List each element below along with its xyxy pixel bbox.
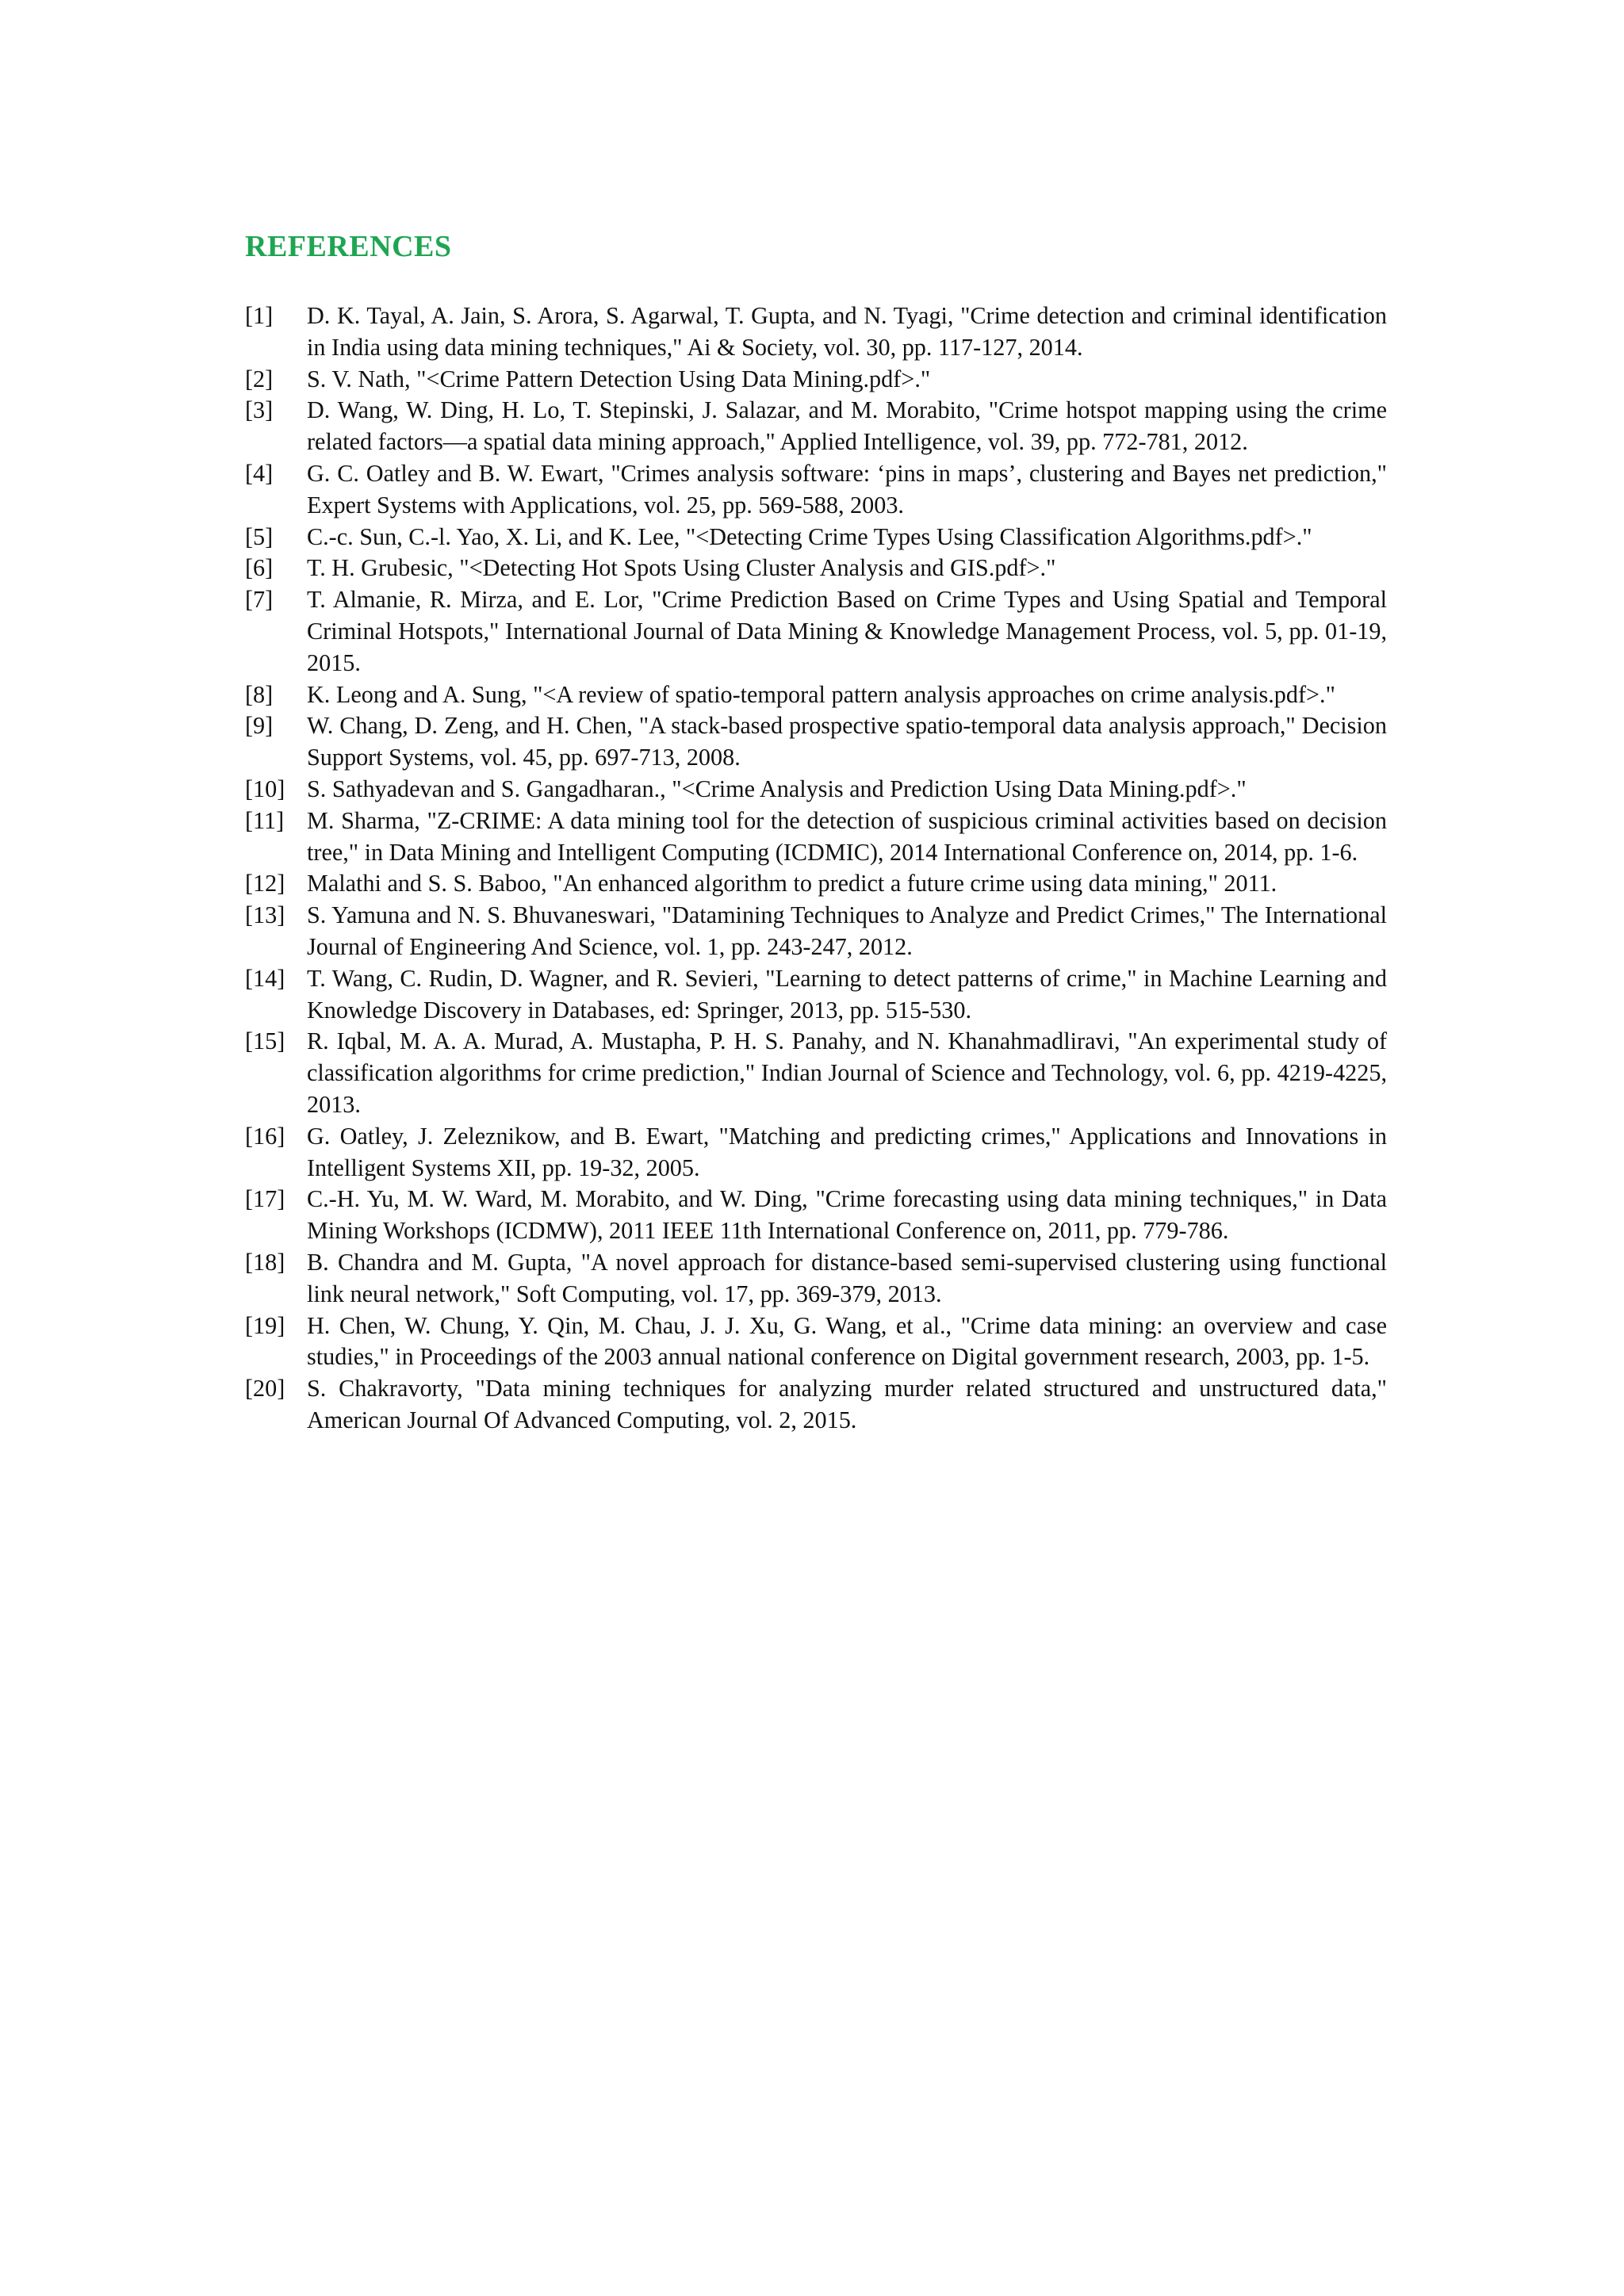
reference-text: S. V. Nath, "<Crime Pattern Detection Using Data Mining.pdf>." (307, 365, 931, 392)
reference-item (245, 963, 1387, 1027)
reference-item (245, 774, 1387, 806)
reference-text: S. Sathyadevan and S. Gangadharan., "<Crime Analysis and Prediction Using Data Mining.pdf>." (307, 775, 1247, 802)
reference-number: [16] (245, 1122, 285, 1150)
reference-text: M. Sharma, "Z-CRIME: A data mining tool for the detection of suspicious criminal activities based on decision tree," in Data Mining and Intelligent Computing (ICDMIC), 2014 International Conference on, 2014, pp. 1-6. (307, 806, 1387, 866)
reference-text: C.-H. Yu, M. W. Ward, M. Morabito, and W. Ding, "Crime forecasting using data mining techniques," in Data Mining Workshops (ICDMW), 2011 IEEE 11th International Conference on, 2011, pp. 779-786. (307, 1185, 1387, 1245)
reference-number: [9] (245, 712, 274, 740)
reference-text: S. Yamuna and N. S. Bhuvaneswari, "Datamining Techniques to Analyze and Predict Crimes," The International Journal of Engineering And Science, vol. 1, pp. 243-247, 2012. (307, 901, 1387, 960)
reference-item (245, 1026, 1387, 1120)
reference-text: T. H. Grubesic, "<Detecting Hot Spots Using Cluster Analysis and GIS.pdf>." (307, 554, 1056, 582)
reference-item (245, 710, 1387, 774)
reference-text: T. Almanie, R. Mirza, and E. Lor, "Crime Prediction Based on Crime Types and Using Spatial and Temporal Criminal Hotspots," International Journal of Data Mining & Knowledge Management Process, vol. 5, pp. 01-19, 2015. (307, 586, 1387, 676)
reference-number: [2] (245, 365, 274, 392)
reference-number: [11] (245, 806, 285, 834)
reference-number: [3] (245, 396, 274, 424)
reference-item (245, 458, 1387, 522)
reference-number: [7] (245, 586, 274, 614)
reference-number: [4] (245, 459, 274, 487)
references-heading: REFERENCES (245, 230, 452, 263)
reference-text: G. Oatley, J. Zeleznikow, and B. Ewart, "Matching and predicting crimes," Applications and Innovations in Intelligent Systems XII, pp. 19-32, 2005. (307, 1122, 1387, 1181)
reference-item (245, 679, 1387, 711)
reference-item (245, 584, 1387, 679)
reference-text: T. Wang, C. Rudin, D. Wagner, and R. Sevieri, "Learning to detect patterns of crime," in Machine Learning and Knowledge Discovery in Databases, ed: Springer, 2013, pp. 515-530. (307, 964, 1387, 1024)
reference-text: S. Chakravorty, "Data mining techniques for analyzing murder related structured and unstructured data," American Journal Of Advanced Computing, vol. 2, 2015. (307, 1375, 1387, 1433)
reference-item (245, 1121, 1387, 1184)
reference-item (245, 900, 1387, 963)
reference-item (245, 1373, 1387, 1437)
reference-item (245, 806, 1387, 869)
reference-item (245, 1247, 1387, 1311)
reference-number: [5] (245, 522, 274, 550)
reference-text: R. Iqbal, M. A. A. Murad, A. Mustapha, P. H. S. Panahy, and N. Khanahmadliravi, "An experimental study of classification algorithms for crime prediction," Indian Journal of Science and Technology, vol. 6, pp. 4219-4225, 2013. (307, 1027, 1387, 1118)
reference-item (245, 1311, 1387, 1374)
reference-text: Malathi and S. S. Baboo, "An enhanced algorithm to predict a future crime using data mining," 2011. (307, 870, 1277, 897)
reference-number: [20] (245, 1375, 285, 1402)
reference-text: B. Chandra and M. Gupta, "A novel approach for distance-based semi-supervised clustering using functional link neural network," Soft Computing, vol. 17, pp. 369-379, 2013. (307, 1248, 1387, 1307)
reference-text: K. Leong and A. Sung, "<A review of spatio-temporal pattern analysis approaches on crime analysis.pdf>." (307, 680, 1335, 708)
reference-text: C.-c. Sun, C.-l. Yao, X. Li, and K. Lee, "<Detecting Crime Types Using Classification Algorithms.pdf>." (307, 522, 1312, 550)
reference-item (245, 364, 1387, 396)
reference-number: [12] (245, 870, 285, 897)
reference-item (245, 868, 1387, 900)
reference-number: [8] (245, 680, 274, 708)
reference-text: G. C. Oatley and B. W. Ewart, "Crimes analysis software: ‘pins in maps’, clustering and Bayes net prediction," Expert Systems with Applications, vol. 25, pp. 569-588, 2003. (307, 459, 1387, 519)
reference-number: [6] (245, 554, 274, 582)
reference-list (245, 300, 1387, 1437)
reference-text: W. Chang, D. Zeng, and H. Chen, "A stack-based prospective spatio-temporal data analysis approach," Decision Support Systems, vol. 45, pp. 697-713, 2008. (307, 712, 1387, 771)
reference-number: [13] (245, 901, 285, 929)
reference-number: [18] (245, 1248, 285, 1276)
reference-number: [1] (245, 302, 274, 329)
reference-text: D. K. Tayal, A. Jain, S. Arora, S. Agarwal, T. Gupta, and N. Tyagi, "Crime detection and criminal identification in India using data mining techniques," Ai & Society, vol. 30, pp. 117-127, 2014. (307, 302, 1387, 361)
reference-item (245, 522, 1387, 553)
reference-text: D. Wang, W. Ding, H. Lo, T. Stepinski, J. Salazar, and M. Morabito, "Crime hotspot mapping using the crime related factors—a spatial data mining approach," Applied Intelligence, vol. 39, pp. 772-781, 2012. (307, 396, 1387, 456)
reference-number: [19] (245, 1311, 285, 1339)
reference-item (245, 395, 1387, 458)
reference-text: H. Chen, W. Chung, Y. Qin, M. Chau, J. J. Xu, G. Wang, et al., "Crime data mining: an overview and case studies," in Proceedings of the 2003 annual national conference on Digital government research, 2003, pp. 1-5. (307, 1311, 1387, 1371)
reference-number: [17] (245, 1185, 285, 1213)
reference-number: [15] (245, 1027, 285, 1055)
reference-item (245, 553, 1387, 584)
reference-item (245, 1184, 1387, 1247)
reference-number: [14] (245, 964, 285, 992)
reference-item (245, 300, 1387, 364)
reference-number: [10] (245, 775, 285, 802)
